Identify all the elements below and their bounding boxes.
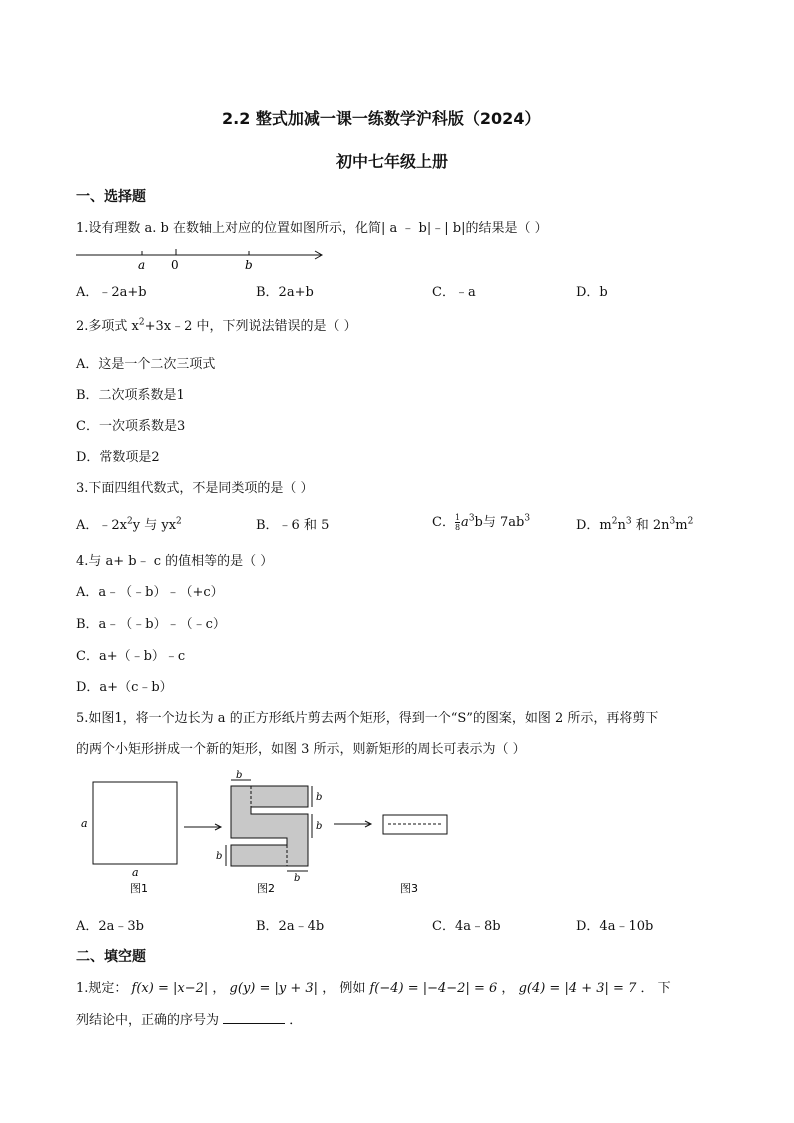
- q3-c-label: C．: [432, 515, 455, 530]
- q3-d-part2: n: [617, 518, 626, 533]
- fig1-label-a-bottom: a: [132, 866, 139, 879]
- fill1-end: ．: [289, 1013, 303, 1028]
- q5-option-d: D．4a﹣10b: [576, 919, 654, 934]
- q3-option-a: [76, 514, 182, 533]
- fraction-numerator: 1: [454, 513, 461, 522]
- page-title: 2.2 整式加减一课一练数学沪科版（2024）: [222, 109, 541, 128]
- q3-c-part2: b与 7ab: [474, 515, 525, 530]
- q2-option-b: B．二次项系数是1: [76, 388, 185, 403]
- q1-option-d: D．b: [576, 285, 608, 300]
- q4-option-d: D．a+（c﹣b）: [76, 680, 173, 695]
- fill1-formula-g: g(y) = |y + 3|: [229, 981, 319, 996]
- fill-1-line1: [76, 977, 671, 996]
- q2-text-part1: 2.多项式 x: [76, 319, 139, 334]
- fig2-label-b-top: b: [236, 770, 243, 781]
- q1-option-b: B．2a+b: [256, 285, 314, 300]
- fig2-label-b-left: b: [216, 851, 223, 862]
- q2-exponent: 2: [138, 317, 145, 328]
- q3-a-part1: A．﹣2x: [76, 518, 127, 533]
- q1-option-c: C．﹣a: [432, 285, 476, 300]
- q3-d-sup2: 3: [625, 516, 632, 527]
- q3-d-sup1: 2: [611, 516, 618, 527]
- q3-c-sup2: 3: [524, 513, 531, 524]
- question-1-text: 1.设有理数 a. b 在数轴上对应的位置如图所示，化简| a ﹣ b|﹣| b|的结果是（ ）: [76, 221, 548, 236]
- question-2-text: [76, 315, 357, 334]
- fill1-prefix: 1.规定：: [76, 981, 128, 996]
- q3-a-sup2: 2: [176, 516, 182, 527]
- fill1-suffix: ． 下: [640, 981, 671, 996]
- fill1-line2-text: 列结论中，正确的序号为: [76, 1013, 220, 1028]
- question-5-line2: 的两个小矩形拼成一个新的矩形，如图 3 所示，则新矩形的周长可表示为（ ）: [76, 742, 526, 757]
- section-choice-heading: 一、选择题: [76, 189, 146, 205]
- fill1-example-f: f(−4) = |−4−2| = 6: [369, 981, 498, 996]
- q3-a-sup1: 2: [127, 516, 133, 527]
- q3-option-d: [576, 514, 693, 533]
- axis-label-a: a: [138, 258, 146, 272]
- q2-option-a: A．这是一个二次三项式: [76, 357, 216, 372]
- fill1-sep1: ，: [212, 981, 226, 996]
- q5-figures: [76, 768, 456, 896]
- q2-text-part2: +3x﹣2 中，下列说法错误的是（ ）: [144, 319, 357, 334]
- question-4-text: 4.与 a+ b﹣ c 的值相等的是（ ）: [76, 554, 274, 569]
- q4-option-b: B．a﹣（﹣b）﹣（﹣c）: [76, 617, 226, 632]
- q3-d-sup3: 3: [669, 516, 676, 527]
- q3-a-part2: y 与 yx: [132, 518, 177, 533]
- fig1-caption: 图1: [130, 882, 148, 895]
- fig2-s-shape: [231, 786, 308, 866]
- q3-c-var: a: [461, 515, 469, 530]
- fig2-label-b-right1: b: [316, 792, 323, 803]
- q4-option-c: C．a+（﹣b）﹣c: [76, 649, 186, 664]
- fig1-square: [93, 782, 177, 864]
- q3-d-part4: m: [675, 518, 688, 533]
- fig2-label-b-bottom: b: [294, 873, 301, 884]
- question-3-text: 3.下面四组代数式，不是同类项的是（ ）: [76, 481, 314, 496]
- answer-blank[interactable]: [223, 1011, 285, 1024]
- axis-label-0: 0: [171, 258, 179, 272]
- q3-d-sup4: 2: [687, 516, 694, 527]
- q5-option-c: C．4a﹣8b: [432, 919, 501, 934]
- q4-option-a: A．a﹣（﹣b）﹣（+c）: [76, 585, 224, 600]
- q3-c-fraction: [455, 513, 460, 532]
- q3-option-c: [432, 511, 530, 532]
- q2-option-d: D．常数项是2: [76, 450, 160, 465]
- fill1-sep2: ， 例如: [322, 981, 366, 996]
- q3-c-sup1: 3: [468, 513, 475, 524]
- fraction-denominator: 8: [454, 523, 461, 532]
- fill1-formula-f: f(x) = |x−2|: [131, 981, 209, 996]
- q3-d-part1: D．m: [576, 518, 612, 533]
- q1-option-a: A．﹣2a+b: [76, 285, 147, 300]
- section-fill-heading: 二、填空题: [76, 949, 146, 965]
- q3-d-part3: 和 2n: [631, 518, 670, 533]
- fill-1-line2: [76, 1009, 302, 1028]
- page-subtitle: 初中七年级上册: [336, 152, 449, 171]
- q3-option-b: B．﹣6 和 5: [256, 518, 330, 533]
- fig2-caption: 图2: [257, 882, 275, 895]
- fill1-sep3: ，: [501, 981, 515, 996]
- question-5-line1: 5.如图1，将一个边长为 a 的正方形纸片剪去两个矩形，得到一个“S”的图案，如图 2 所示，再将剪下: [76, 711, 659, 726]
- fill1-example-g: g(4) = |4 + 3| = 7: [518, 981, 637, 996]
- fig2-label-b-right2: b: [316, 821, 323, 832]
- axis-label-b: b: [245, 258, 253, 272]
- fig3-caption: 图3: [400, 882, 418, 895]
- q5-option-b: B．2a﹣4b: [256, 919, 325, 934]
- q2-option-c: C．一次项系数是3: [76, 419, 186, 434]
- number-line-figure: [74, 246, 334, 272]
- q5-option-a: A．2a﹣3b: [76, 919, 145, 934]
- fig1-label-a-left: a: [81, 817, 88, 830]
